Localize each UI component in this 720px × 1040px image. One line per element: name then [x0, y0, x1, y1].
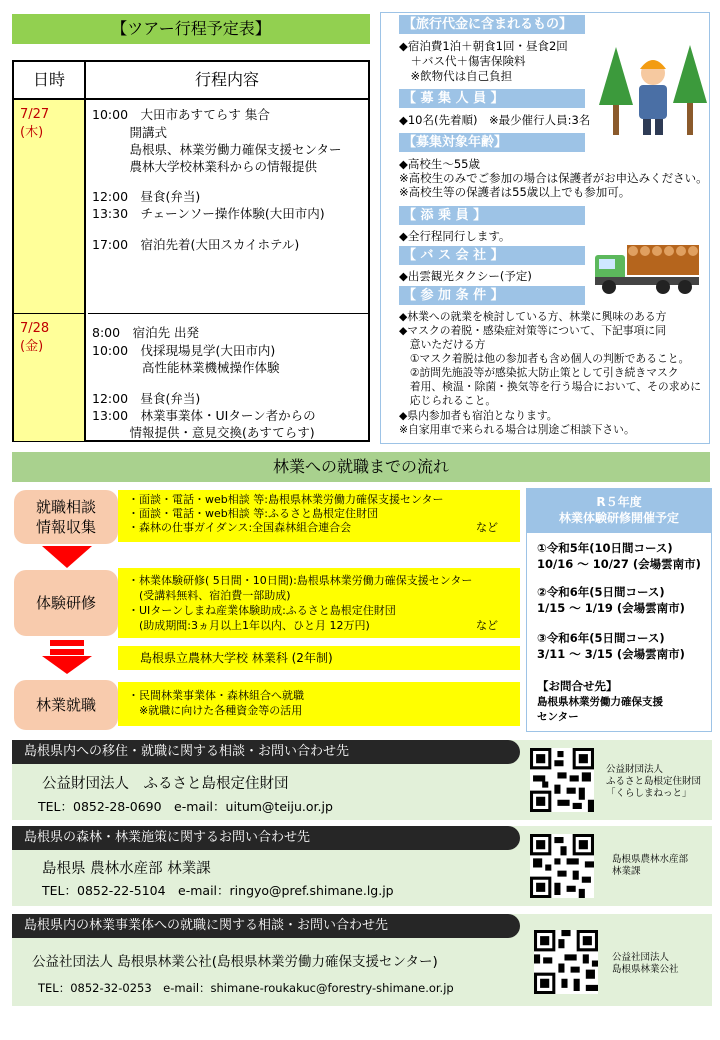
day1-event: 12:00 昼食(弁当): [92, 189, 201, 204]
contact-line: 島根県林業労働力確保支援: [537, 696, 663, 708]
training-schedule-year: R５年度: [596, 495, 642, 509]
qr-caption-line: ふるさと島根定住財団: [606, 776, 702, 787]
qr-caption-line: 島根県林業公社: [612, 964, 679, 975]
qr-caption-line: 島根県農林水産部: [612, 854, 689, 865]
stage-employment-details: [118, 682, 520, 726]
forestry-school-box: 島根県立農林大学校 林業科 (2年制): [118, 646, 520, 670]
day2-date-cell: [14, 314, 86, 441]
contact-line: センター: [537, 711, 579, 723]
fee-line: ◆宿泊費1泊＋朝食1回・昼食2回: [399, 39, 568, 53]
qr-caption-line: 公益財団法人: [606, 764, 664, 775]
detail-line: ・林業体験研修( 5日間・10日間):島根県林業労働力確保支援センター: [128, 574, 473, 587]
qr-code-icon[interactable]: [534, 930, 598, 994]
contact-box-forestry-corporation: [12, 914, 712, 1006]
course-1-dates: 10/16 ～ 10/27 (会場雲南市): [537, 557, 701, 571]
contact-tel-email[interactable]: TEL：0852-22-5104 e-mail：ringyo@pref.shimane.lg.jp: [42, 883, 394, 898]
condition-line: ◆県内参加者も宿泊となります。: [399, 409, 558, 422]
contact-org: 公益財団法人 ふるさと島根定住財団: [42, 776, 289, 792]
qr-code-icon[interactable]: [530, 834, 594, 898]
condition-line: 意いただける方: [399, 338, 486, 351]
detail-line: (受講料無料、宿泊費一部助成): [128, 589, 291, 602]
qr-caption: [612, 952, 679, 976]
schedule-header-content: 行程内容: [86, 62, 368, 100]
age-line: ※高校生のみでご参加の場合は保護者がお申込みください。: [399, 171, 708, 185]
day1-event: 開講式: [92, 125, 168, 140]
forester-illustration-icon: [599, 43, 707, 137]
detail-etc: など: [476, 521, 498, 534]
day1-date: 7/27: [20, 107, 50, 122]
detail-line: ・面談・電話・web相談 等:島根県林業労働力確保支援センター: [128, 493, 444, 506]
age-line: ◆高校生～55歳: [399, 157, 480, 171]
condition-line: ①マスク着脱は他の参加者も含め個人の判断であること。: [399, 352, 690, 365]
course-1-title: ①令和5年(10日間コース): [537, 541, 673, 555]
qr-caption: [606, 764, 701, 800]
flow-banner: 林業への就職までの流れ: [12, 452, 710, 482]
stage-consultation-label: 就職相談: [35, 498, 96, 516]
stage-training: 体験研修: [14, 570, 118, 636]
detail-line: ・民間林業事業体・森林組合へ就職: [128, 689, 304, 702]
contact-bar: 島根県の森林・林業施策に関するお問い合わせ先: [12, 826, 520, 850]
staff-heading: 【 添 乗 員 】: [399, 206, 585, 225]
detail-line: ・面談・電話・web相談 等:ふるさと島根定住財団: [128, 507, 378, 520]
day2-event: 8:00 宿泊先 出発: [92, 325, 200, 340]
day2-date: 7/28: [20, 321, 50, 336]
day2-event: 13:00 林業事業体・UIターン者からの: [92, 408, 316, 423]
training-schedule-header: [527, 489, 711, 533]
timber-truck-icon: [593, 237, 703, 297]
capacity-line: ◆10名(先着順) ※最少催行人員:3名: [399, 113, 591, 127]
qr-code-icon[interactable]: [530, 748, 594, 812]
training-schedule-box: [526, 488, 712, 732]
condition-line: 応じられること。: [399, 394, 497, 407]
capacity-heading: 【 募 集 人 員 】: [399, 89, 585, 108]
stage-consultation: [14, 490, 118, 544]
contact-box-prefecture: [12, 826, 712, 906]
bus-heading: 【 バ ス 会 社 】: [399, 246, 585, 265]
fee-heading: 【旅行代金に含まれるもの】: [399, 15, 585, 34]
day2-weekday: (金): [20, 339, 44, 354]
day2-event: 10:00 伐採現場見学(大田市内): [92, 343, 276, 358]
day1-event: 17:00 宿泊先着(大田スカイホテル): [92, 237, 300, 252]
contact-bar: 島根県内への移住・就職に関する相談・お問い合わせ先: [12, 740, 520, 764]
training-schedule-title: 林業体験研修開催予定: [558, 511, 679, 525]
course-3-title: ③令和6年(5日間コース): [537, 631, 665, 645]
course-2-title: ②令和6年(5日間コース): [537, 585, 665, 599]
contact-org: 公益社団法人 島根県林業公社(島根県林業労働力確保支援センター): [32, 954, 438, 970]
qr-caption-line: 公益社団法人: [612, 952, 670, 963]
tour-title: 【ツアー行程予定表】: [12, 14, 370, 44]
day2-event: 情報提供・意見交換(あすてらす): [92, 425, 315, 440]
age-line: ※高校生等の保護者は55歳以上でも参加可。: [399, 185, 631, 199]
condition-line: ◆マスクの着脱・感染症対策等について、下記事項に同: [399, 324, 666, 337]
day1-date-cell: [14, 100, 86, 314]
qr-caption-line: 「くらしまねっと」: [606, 788, 692, 799]
detail-line: ※就職に向けた各種資金等の活用: [128, 704, 303, 717]
condition-line: 着用、検温・除菌・換気等を行う場合において、その求めに: [399, 380, 702, 393]
stage-employment: 林業就職: [14, 680, 118, 730]
day1-events: [88, 100, 368, 314]
schedule-table: [12, 60, 370, 442]
schedule-header-date: 日時: [14, 62, 86, 100]
contact-org: 島根県 農林水産部 林業課: [42, 861, 211, 877]
condition-line: ②訪問先施設等が感染拡大防止策として引き続きマスク: [399, 366, 679, 379]
day2-event: 12:00 昼食(弁当): [92, 391, 201, 406]
flow-double-arrow-icon: [42, 640, 92, 674]
day2-event: 高性能林業機械操作体験: [92, 360, 280, 375]
condition-line: ◆林業への就業を検討している方、林業に興味のある方: [399, 310, 667, 323]
course-3-dates: 3/11 ～ 3/15 (会場雲南市): [537, 647, 685, 661]
detail-line: ・森林の仕事ガイダンス:全国森林組合連合会: [128, 521, 352, 534]
day1-weekday: (木): [20, 125, 44, 140]
stage-consultation-label: 情報収集: [35, 518, 96, 536]
detail-line: ・UIターンしまね産業体験助成:ふるさと島根定住財団: [128, 604, 396, 617]
qr-caption: [612, 854, 688, 878]
contact-tel-email[interactable]: TEL：0852-28-0690 e-mail：uitum@teiju.or.jp: [38, 799, 333, 814]
qr-caption-line: 林業課: [612, 866, 641, 877]
detail-etc: など: [476, 619, 498, 632]
day1-event: 農林大学校林業科からの情報提供: [92, 159, 318, 174]
stage-consultation-details: [118, 490, 520, 542]
age-heading: 【募集対象年齢】: [399, 133, 585, 152]
detail-line: (助成期間:3ヵ月以上1年以内、ひと月 12万円): [128, 619, 370, 632]
day1-event: 島根県、林業労働力確保支援センター: [92, 142, 342, 157]
flow-arrow-icon: [42, 546, 92, 568]
contact-tel-email[interactable]: TEL：0852-32-0253 e-mail：shimane-roukakuc@forestry-shimane.or.jp: [38, 981, 454, 995]
fee-line: ※飲物代は自己負担: [399, 69, 513, 83]
day1-event: 13:30 チェーンソー操作体験(大田市内): [92, 206, 325, 221]
conditions-heading: 【 参 加 条 件 】: [399, 286, 585, 305]
fee-line: ＋バス代＋傷害保険料: [399, 54, 526, 68]
contact-box-relocation: [12, 740, 712, 820]
day1-event: 10:00 大田市あすてらす 集合: [92, 107, 270, 122]
contact-heading: 【お問合せ先】: [537, 679, 618, 693]
course-2-dates: 1/15 ～ 1/19 (会場雲南市): [537, 601, 685, 615]
condition-line: ※自家用車で来られる場合は別途ご相談下さい。: [399, 423, 635, 436]
bus-line: ◆出雲観光タクシー(予定): [399, 269, 532, 283]
tour-info-panel: [380, 12, 710, 444]
staff-line: ◆全行程同行します。: [399, 229, 511, 243]
contact-bar: 島根県内の林業事業体への就職に関する相談・お問い合わせ先: [12, 914, 520, 938]
stage-training-details: [118, 568, 520, 638]
